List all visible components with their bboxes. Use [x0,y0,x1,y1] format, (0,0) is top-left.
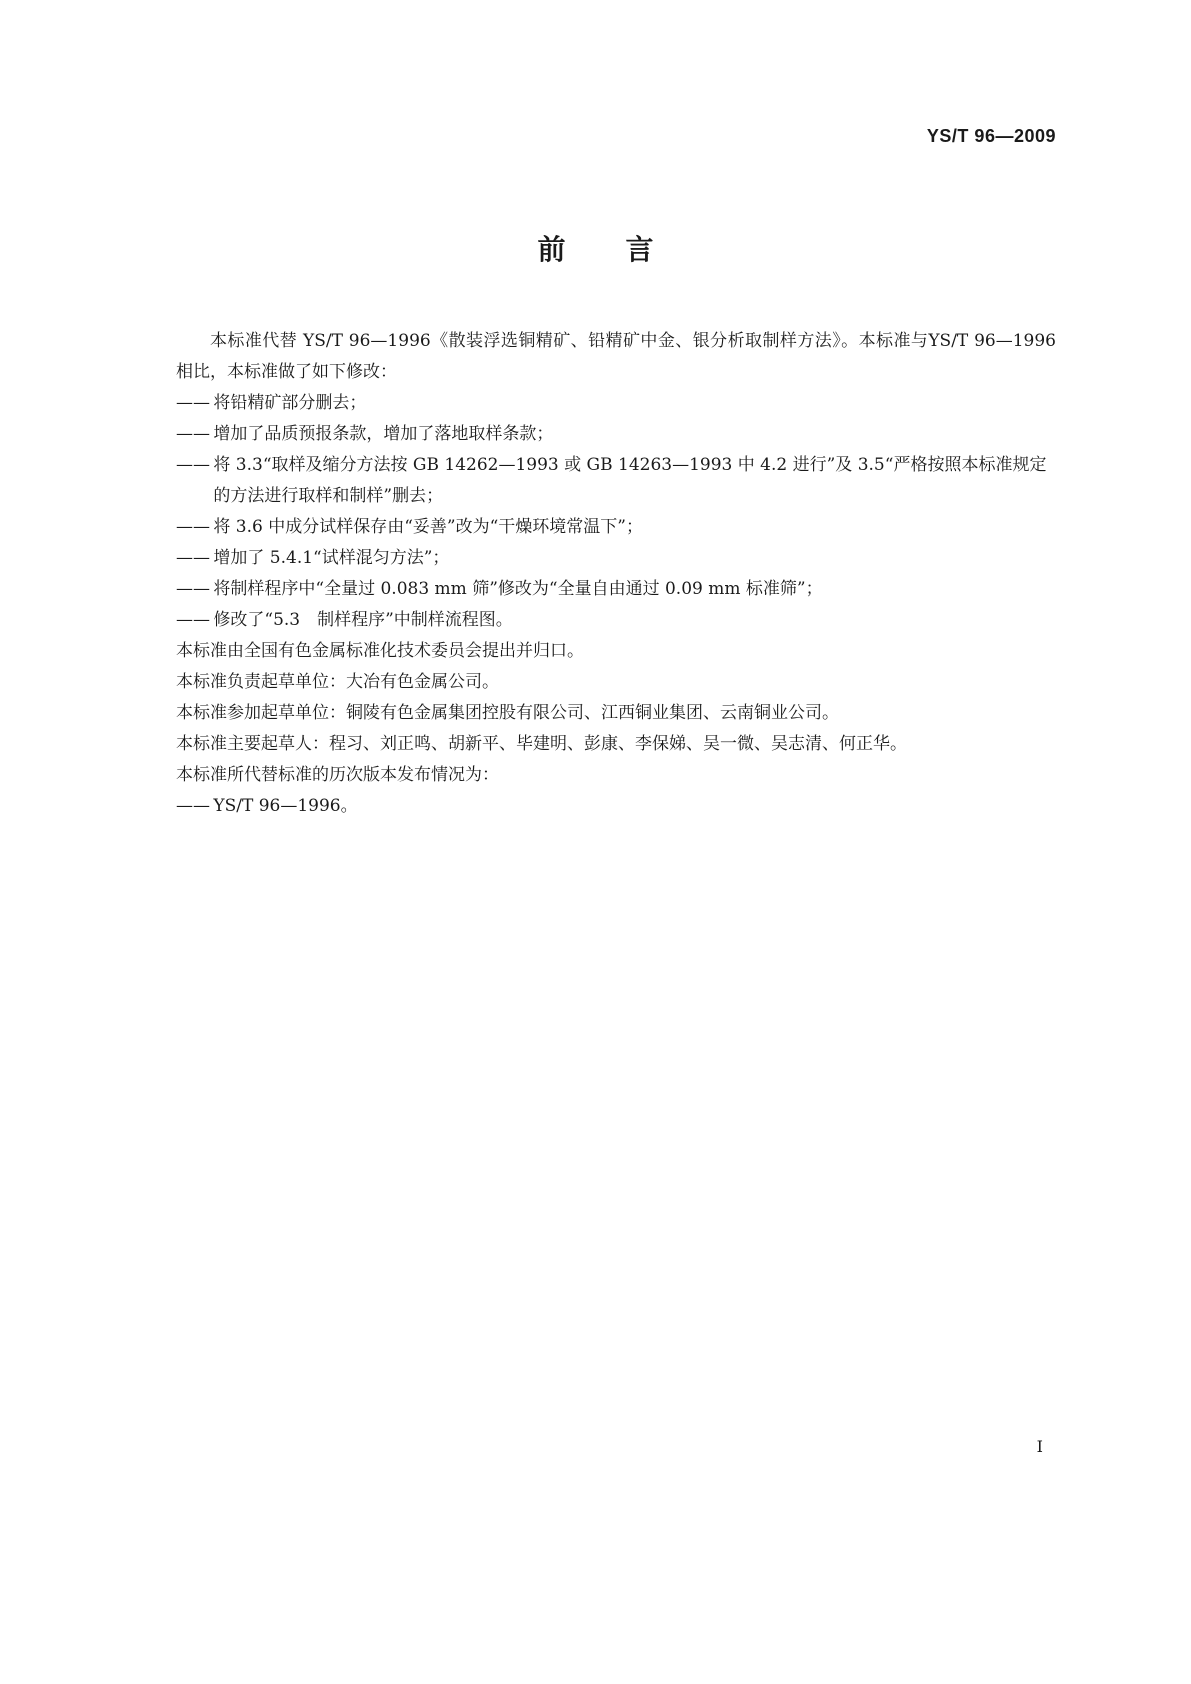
change-item [176,419,1056,450]
statement-history: 本标准所代替标准的历次版本发布情况为： [176,765,499,785]
history-item-text: YS/T 96—1996。 [213,796,358,816]
change-item [176,605,1056,636]
dash-mark: —— [176,796,210,816]
change-item-text: 将铅精矿部分删去； [213,393,367,413]
dash-mark: —— [176,610,210,630]
change-item-text: 将制样程序中“全量过 0.083 mm 筛”修改为“全量自由通过 0.09 mm 标准筛”； [213,579,823,599]
history-item [176,791,1056,822]
change-item [176,388,1056,419]
change-item [176,512,1056,543]
intro-paragraph: 本标准代替 YS/T 96—1996《散装浮选铜精矿、铅精矿中金、银分析取制样方法》。本标准与YS/T 96—1996 相比，本标准做了如下修改： [176,331,1056,382]
statement-main-drafters: 本标准主要起草人：程习、刘正鸣、胡新平、毕建明、彭康、李保娣、吴一微、吴志清、何正华。 [176,734,907,754]
dash-mark: —— [176,455,210,475]
dash-mark: —— [176,424,210,444]
change-item-text: 修改了“5.3 制样程序”中制样流程图。 [213,610,513,630]
statement-proposer: 本标准由全国有色金属标准化技术委员会提出并归口。 [176,641,584,661]
change-item [176,574,1056,605]
change-item-text: 将 3.6 中成分试样保存由“妥善”改为“干燥环境常温下”； [213,517,643,537]
change-item-text: 将 3.3“取样及缩分方法按 GB 14262—1993 或 GB 14263—1993 中 4.2 进行”及 3.5“严格按照本标准规定的方法进行取样和制样”删去； [213,455,1047,506]
dash-mark: —— [176,548,210,568]
standard-number: YS/T 96—2009 [926,126,1056,146]
change-item [176,450,1056,512]
dash-mark: —— [176,393,210,413]
dash-mark: —— [176,579,210,599]
change-item [176,543,1056,574]
foreword-body [176,326,1056,822]
dash-mark: —— [176,517,210,537]
statement-participating-drafters: 本标准参加起草单位：铜陵有色金属集团控股有限公司、江西铜业集团、云南铜业公司。 [176,703,839,723]
change-item-text: 增加了 5.4.1“试样混匀方法”； [213,548,450,568]
statement-responsible-drafter: 本标准负责起草单位：大冶有色金属公司。 [176,672,499,692]
page-number: I [1036,1437,1043,1456]
page-title: 前言 [537,233,714,266]
change-item-text: 增加了品质预报条款，增加了落地取样条款； [213,424,554,444]
